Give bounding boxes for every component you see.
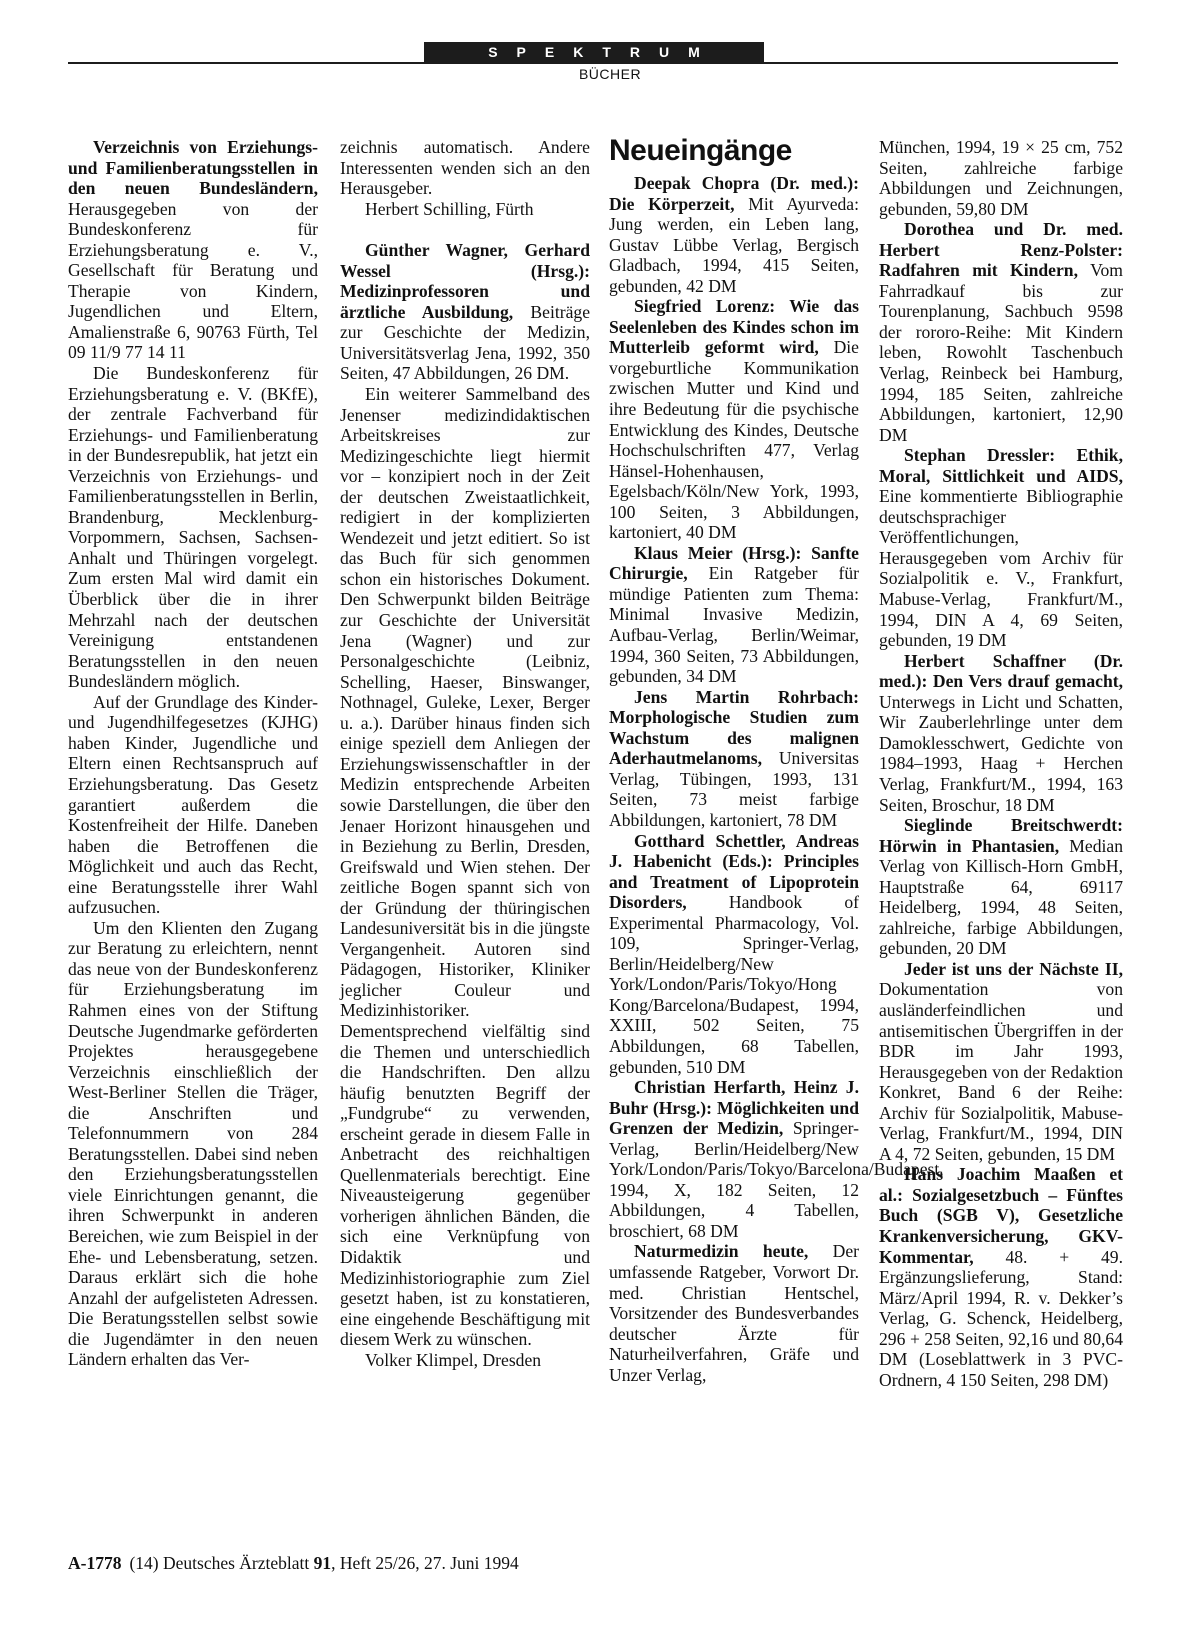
entry-title: Dorothea und Dr. med. Herbert Renz-Polster: Radfahren mit Kindern, <box>879 219 1123 281</box>
new-arrival-entry <box>879 1164 1123 1390</box>
new-arrival-entry <box>609 543 859 687</box>
entry-title: Naturmedizin heute, <box>634 1241 809 1262</box>
review-paragraph: Ein weiterer Sammelband des Jenenser medizindidaktischen Arbeitskreises zur Medizingeschichte liegt hiermit vor – konzipiert noch in der Zeit der deutschen Zweistaatlichkeit, redigiert in der komplizierten Wendezeit und jetzt editiert. So ist das Buch für sich genommen schon ein historisches Dokument. Den Schwerpunkt bilden Beiträge zur Geschichte der Universität Jena (Wagner) und zur Personalgeschichte (Leibniz, Schelling, Haeser, Binswanger, Nothnagel, Guleke, Lexer, Berger u. a.). Darüber hinaus finden sich einige speziell dem Anliegen der Erziehungswissenschaftler in der Medizin entsprechende Arbeiten sowie Darstellungen, die über den Jenaer Horizont hinausgehen und in Beziehung zu Berlin, Dresden, Greifswald und Wien stehen. Der zeitliche Bogen spannt sich von der Gründung der thüringischen Landesuniversität bis in die jüngste Vergangenheit. Autoren sind Pädagogen, Historiker, Kliniker jeglicher Couleur und Medizinhistoriker. Dementsprechend vielfältig sind die Themen und unterschiedlich die Handschriften. Den allzu häufig benutzten Begriff der „Fundgrube“ zu verwenden, erscheint gerade in diesem Falle in Anbetracht des reichhaltigen Quellenmaterials berechtigt. Eine Niveausteigerung gegenüber vorherigen ähnlichen Bänden, die sich eine Verknüpfung von Didaktik und Medizinhistoriographie zum Ziel gesetzt haben, ist zu konstatieren, eine eingehende Beschäftigung mit diesem Werk zu wünschen. <box>340 384 590 1350</box>
volume-number: 91 <box>313 1553 332 1573</box>
reviewer-signature: Volker Klimpel, Dresden <box>365 1349 542 1370</box>
section-label: BÜCHER <box>578 66 642 82</box>
entry-details: Ein Ratgeber für mündige Patienten zum Thema: Minimal Invasive Medizin, Aufbau-Verlag, Berlin/Weimar, 1994, 360 Seiten, 73 Abbildungen, gebunden, 34 DM <box>609 563 859 687</box>
review-paragraph <box>340 240 590 384</box>
new-arrival-entry <box>879 815 1123 959</box>
new-arrival-entry <box>609 1241 859 1385</box>
entry-details: Unterwegs in Licht und Schatten, Wir Zauberlehrlinge unter dem Damoklesschwert, Gedichte von 1984–1993, Haag + Herchen Verlag, Frankfurt/M., 1994, 163 Seiten, Broschur, 18 DM <box>879 691 1123 815</box>
new-arrival-entry <box>609 296 859 543</box>
entry-details: Die vorgeburtliche Kommunikation zwischen Mutter und Kind und ihre Bedeutung für die psychische Entwicklung des Kindes, Deutsche Hochschulschriften 477, Verlag Hänsel-Hohenhausen, Egelsbach/Köln/New York, 1993, 100 Seiten, 3 Abbildungen, kartoniert, 40 DM <box>609 337 859 543</box>
column-1 <box>68 137 318 1370</box>
review-paragraph: Auf der Grundlage des Kinder- und Jugendhilfegesetzes (KJHG) haben Kinder, Jugendliche und Eltern einen Rechtsanspruch auf Erziehungsberatung. Das Gesetz garantiert außerdem die Kostenfreiheit der Hilfe. Daneben haben die Betroffenen die Möglichkeit und auch das Recht, eine Beratungsstelle ihrer Wahl aufzusuchen. <box>68 691 318 918</box>
book-details: Herausgegeben von der Bundeskonferenz für Erziehungsberatung e. V., Gesellschaft für Beratung und Therapie von Kindern, Jugendlichen und Eltern, Amalienstraße 6, 90763 Fürth, Tel 09 11/9 77 14 11 <box>68 198 318 363</box>
new-arrival-entry <box>879 959 1123 1164</box>
entry-title: Jeder ist uns der Nächste II, <box>904 958 1123 979</box>
new-arrival-entry <box>609 1077 944 1241</box>
citation-prefix: (14) Deutsches Ärzteblatt <box>129 1553 314 1573</box>
entry-title: Jens Martin Rohrbach: Morphologische Studien zum Wachstum des malignen Aderhautmelanoms, <box>609 686 859 769</box>
entry-title: Deepak Chopra (Dr. med.): Die Körperzeit, <box>609 173 859 214</box>
review-paragraph <box>68 137 318 363</box>
column-4 <box>879 137 1123 1390</box>
section-banner <box>424 42 764 63</box>
citation-suffix: , Heft 25/26, 27. Juni 1994 <box>331 1553 519 1573</box>
entry-title: Klaus Meier (Hrsg.): Sanfte Chirurgie, <box>609 542 859 584</box>
entry-details: Eine kommentierte Bibliographie deutschsprachiger Veröffentlichungen, Herausgegeben vom Archiv für Sozialpolitik e. V., Frankfurt, Mabuse-Verlag, Frankfurt/M., 1994, DIN A 4, 69 Seiten, gebunden, 19 DM <box>879 486 1123 651</box>
section-banner-label: SPEKTRUM <box>488 44 719 60</box>
new-arrival-entry <box>609 831 859 1078</box>
entry-title: Gotthard Schettler, Andreas J. Habenicht (Eds.): Principles and Treatment of Lipoprotein Disorders, <box>609 830 859 913</box>
section-heading: Neueingänge <box>609 134 792 167</box>
entry-details: Universitas Verlag, Tübingen, 1993, 131 Seiten, 73 meist farbige Abbildungen, kartoniert, 78 DM <box>609 748 859 830</box>
entry-details: 48. + 49. Ergänzungslieferung, Stand: März/April 1994, R. v. Dekker’s Verlag, G. Schenck, Heidelberg, 296 + 258 Seiten, 92,16 und 80,64 DM (Loseblattwerk in 3 PVC-Ordnern, 4 150 Seiten, 298 DM) <box>879 1246 1123 1390</box>
column-3 <box>609 131 944 1385</box>
entry-details: Der umfassende Ratgeber, Vorwort Dr. med. Christian Hentschel, Vorsitzender des Bundesverbandes deutscher Ärzte für Naturheilverfahren, Gräfe und Unzer Verlag, <box>609 1241 859 1385</box>
review-paragraph: zeichnis automatisch. Andere Interessenten wenden sich an den Herausgeber. <box>340 137 590 199</box>
review-paragraph: Die Bundeskonferenz für Erziehungsberatung e. V. (BKfE), der zentrale Fachverband für Erziehungs- und Familienberatung in der Bundesrepublik, hat jetzt ein Verzeichnis von Erziehungs- und Familienberatungsstellen in Berlin, Brandenburg, Mecklenburg-Vorpommern, Sachsen, Sachsen-Anhalt und Thüringen vorgelegt. Zum ersten Mal wird damit ein Überblick über die in ihrer Mehrzahl nach der deutschen Vereinigung entstandenen Beratungsstellen in den neuen Bundesländern möglich. <box>68 363 318 692</box>
entry-title: Christian Herfarth, Heinz J. Buhr (Hrsg.): Möglichkeiten und Grenzen der Medizin, <box>609 1077 859 1139</box>
page-footer <box>68 1553 519 1574</box>
entry-title: Herbert Schaffner (Dr. med.): Den Vers drauf gemacht, <box>879 650 1123 692</box>
entry-title: Siegfried Lorenz: Wie das Seelenleben des Kindes schon im Mutterleib geformt wird, <box>609 296 859 358</box>
entry-details: Vom Fahrradkauf bis zur Tourenplanung, Sachbuch 9598 der rororo-Reihe: Mit Kindern leben, Rowohlt Taschenbuch Verlag, Reinbeck bei Hamburg, 1994, 185 Seiten, zahlreiche Abbildungen, kartoniert, 12,90 DM <box>879 260 1123 445</box>
entry-details: Springer-Verlag, Berlin/Heidelberg/New York/London/Paris/Tokyo/Barcelona/Budapest, 1994, X, 182 Seiten, 12 Abbildungen, 4 Tabellen, broschiert, 68 DM <box>609 1118 944 1241</box>
entry-details: Dokumentation von ausländerfeindlichen und antisemitischen Übergriffen in der BDR im Jahr 1993, Herausgegeben von der Redaktion Konkret, Band 6 der Reihe: Archiv für Sozialpolitik, Mabuse-Verlag, Frankfurt/M., 1994, DIN A 4, 72 Seiten, gebunden, 15 DM <box>879 979 1123 1164</box>
entry-title: Stephan Dressler: Ethik, Moral, Sittlichkeit und AIDS, <box>879 445 1123 486</box>
entry-details: Median Verlag von Killisch-Horn GmbH, Hauptstraße 64, 69117 Heidelberg, 1994, 48 Seiten, zahlreiche, farbige Abbildungen, gebunden, 20 DM <box>879 835 1123 959</box>
page-number: A-1778 <box>68 1553 122 1573</box>
reviewer-signature: Herbert Schilling, Fürth <box>365 198 534 219</box>
new-arrival-entry <box>879 445 1123 650</box>
new-arrival-entry <box>879 219 1123 445</box>
column-2 <box>340 137 590 1370</box>
entry-continuation: München, 1994, 19 × 25 cm, 752 Seiten, zahlreiche farbige Abbildungen und Zeichnungen, gebunden, 59,80 DM <box>879 137 1123 219</box>
review-paragraph: Um den Klienten den Zugang zur Beratung zu erleichtern, nennt das neue von der Bundeskonferenz für Erziehungsberatung im Rahmen eines von der Stiftung Deutsche Jugendmarke geförderten Projektes herausgegebene Verzeichnis einschließlich der West-Berliner Stellen die Träger, die Anschriften und Telefonnummern von 284 Beratungsstellen. Dabei sind neben den Erziehungsberatungsstellen viele Einrichtungen genannt, die ihren Schwerpunkt in anderen Bereichen, wie zum Beispiel in der Ehe- und Lebensberatung, setzen. Daraus erklärt sich die hohe Anzahl der aufgelisteten Adressen. Die Beratungsstellen selbst sowie die Jugendämter in den neuen Ländern erhalten das Ver- <box>68 917 318 1370</box>
new-arrival-entry <box>879 651 1123 815</box>
new-arrival-entry <box>609 173 859 296</box>
new-arrival-entry <box>609 687 859 831</box>
header-rule <box>68 62 1118 64</box>
entry-title: Hans Joachim Maaßen et al.: Sozialgesetzbuch – Fünftes Buch (SGB V), Gesetzliche Krankenversicherung, GKV-Kommentar, <box>879 1164 1123 1267</box>
entry-details: Mit Ayurveda: Jung werden, ein Leben lang, Gustav Lübbe Verlag, Bergisch Gladbach, 1994, 415 Seiten, gebunden, 42 DM <box>609 193 859 296</box>
entry-details: Handbook of Experimental Pharmacology, Vol. 109, Springer-Verlag, Berlin/Heidelberg/New York/London/Paris/Tokyo/Hong Kong/Barcelona/Budapest, 1994, XXIII, 502 Seiten, 75 Abbildungen, 68 Tabellen, gebunden, 510 DM <box>609 892 859 1077</box>
entry-title: Sieglinde Breitschwerdt: Hörwin in Phantasien, <box>879 815 1123 856</box>
book-details: Beiträge zur Geschichte der Medizin, Universitätsverlag Jena, 1992, 350 Seiten, 47 Abbildungen, 26 DM. <box>340 301 590 384</box>
book-title: Verzeichnis von Erziehungs- und Familienberatungsstellen in den neuen Bundesländern, <box>68 137 318 199</box>
book-title: Günther Wagner, Gerhard Wessel (Hrsg.): Medizinprofessoren und ärztliche Ausbildung, <box>340 240 590 322</box>
